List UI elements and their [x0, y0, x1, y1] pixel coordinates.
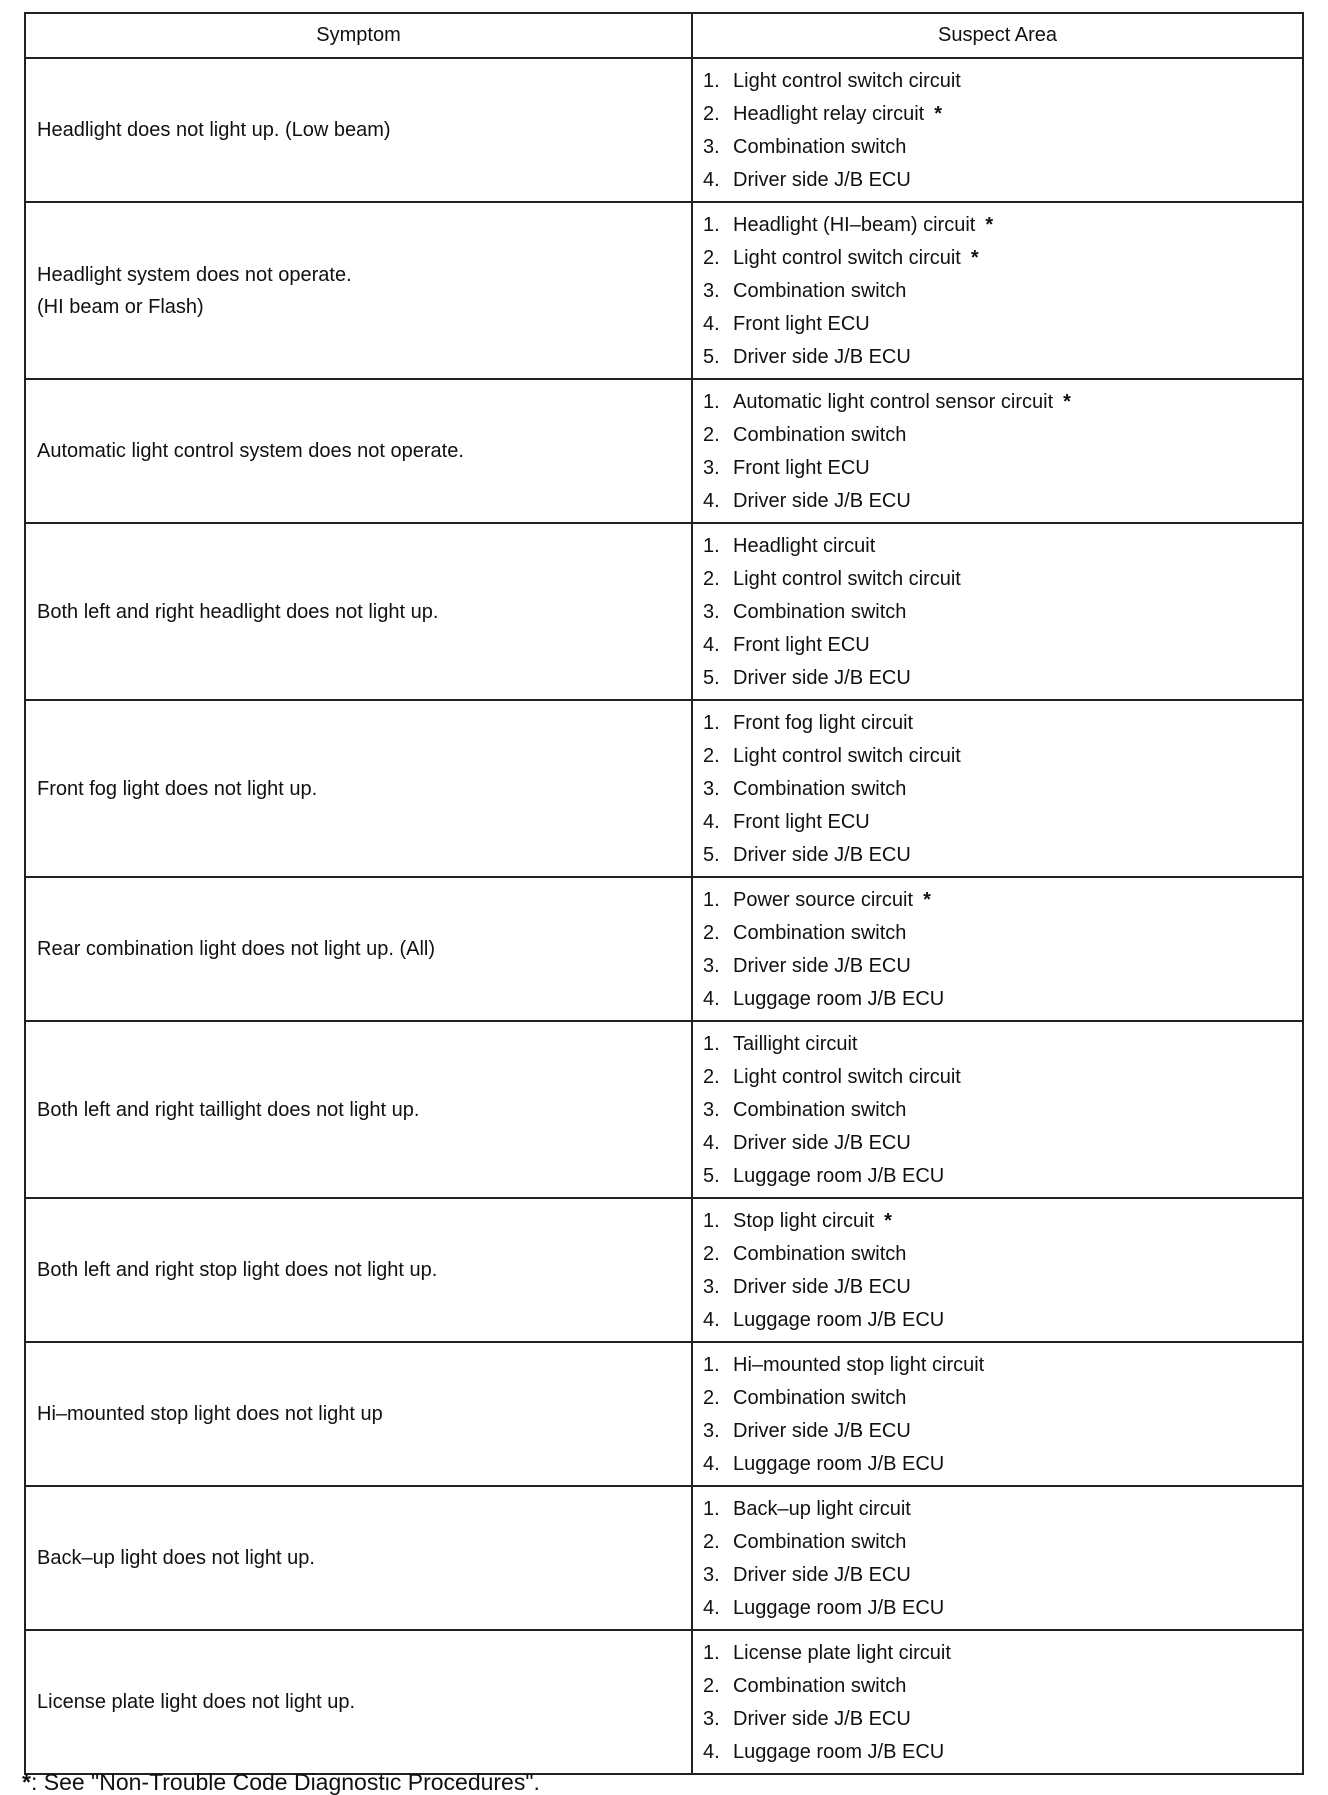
- symptom-cell: [25, 1486, 692, 1630]
- table-header-row: [25, 13, 1303, 58]
- item-number: 5.: [703, 346, 720, 368]
- symptom-table: [24, 12, 1304, 1775]
- symptom-text: Both left and right stop light does not light up.: [37, 1259, 438, 1281]
- list-item: [703, 1736, 1302, 1769]
- list-item: [703, 1559, 1302, 1592]
- item-number: 3.: [703, 1564, 720, 1586]
- item-text: Driver side J/B ECU: [733, 1420, 911, 1442]
- list-item: [703, 275, 1302, 308]
- item-number: 1.: [703, 1642, 720, 1664]
- suspect-area-cell: [692, 1198, 1303, 1342]
- item-text: Driver side J/B ECU: [733, 1564, 911, 1586]
- item-number: 3.: [703, 778, 720, 800]
- suspect-list: [703, 1205, 1302, 1337]
- symptom-text: Back–up light does not light up.: [37, 1547, 315, 1569]
- item-text: Driver side J/B ECU: [733, 1132, 911, 1154]
- list-item: [703, 1526, 1302, 1559]
- suspect-area-cell: [692, 58, 1303, 202]
- suspect-area-cell: [692, 877, 1303, 1021]
- list-item: [703, 773, 1302, 806]
- item-number: 2.: [703, 1387, 720, 1409]
- suspect-list: [703, 1028, 1302, 1193]
- item-text: Combination switch: [733, 136, 907, 158]
- list-item: [703, 386, 1302, 419]
- item-number: 2.: [703, 1531, 720, 1553]
- item-text: Light control switch circuit: [733, 745, 961, 767]
- item-text: Headlight relay circuit: [733, 103, 925, 125]
- list-item: [703, 308, 1302, 341]
- table-row: [25, 1021, 1303, 1198]
- suspect-area-cell: [692, 523, 1303, 700]
- table-row: [25, 877, 1303, 1021]
- item-text: Driver side J/B ECU: [733, 490, 911, 512]
- item-text: Back–up light circuit: [733, 1498, 911, 1520]
- asterisk-note: *: [1063, 391, 1071, 413]
- table-row: [25, 523, 1303, 700]
- list-item: [703, 1028, 1302, 1061]
- list-item: [703, 242, 1302, 275]
- list-item: [703, 983, 1302, 1016]
- item-number: 5.: [703, 844, 720, 866]
- list-item: [703, 1382, 1302, 1415]
- symptom-text: (HI beam or Flash): [37, 295, 204, 318]
- symptom-text: Headlight system does not operate.: [37, 263, 352, 286]
- item-number: 2.: [703, 745, 720, 767]
- list-item: [703, 452, 1302, 485]
- item-text: Combination switch: [733, 601, 907, 623]
- item-text: Driver side J/B ECU: [733, 346, 911, 368]
- suspect-list: [703, 707, 1302, 872]
- item-text: Headlight circuit: [733, 535, 876, 557]
- item-number: 3.: [703, 955, 720, 977]
- symptom-cell: [25, 379, 692, 523]
- list-item: [703, 1160, 1302, 1193]
- item-text: Combination switch: [733, 922, 907, 944]
- item-number: 2.: [703, 1066, 720, 1088]
- list-item: [703, 1127, 1302, 1160]
- symptom-text: License plate light does not light up.: [37, 1691, 355, 1713]
- symptom-text: Automatic light control system does not operate.: [37, 440, 464, 462]
- item-number: 1.: [703, 535, 720, 557]
- item-number: 1.: [703, 712, 720, 734]
- item-number: 1.: [703, 1210, 720, 1232]
- item-text: Driver side J/B ECU: [733, 667, 911, 689]
- list-item: [703, 1448, 1302, 1481]
- item-number: 1.: [703, 214, 720, 236]
- item-number: 2.: [703, 1243, 720, 1265]
- item-number: 4.: [703, 1597, 720, 1619]
- suspect-area-cell: [692, 202, 1303, 379]
- item-number: 4.: [703, 634, 720, 656]
- list-item: [703, 419, 1302, 452]
- asterisk-note: *: [884, 1210, 892, 1232]
- item-number: 1.: [703, 1354, 720, 1376]
- footnote-text: : See "Non-Trouble Code Diagnostic Procedures".: [30, 1769, 540, 1795]
- item-text: Driver side J/B ECU: [733, 169, 911, 191]
- symptom-cell: [25, 700, 692, 877]
- list-item: [703, 164, 1302, 197]
- symptom-text: Both left and right headlight does not light up.: [37, 600, 439, 623]
- item-number: 4.: [703, 1741, 720, 1763]
- suspect-list: [703, 530, 1302, 695]
- list-item: [703, 1349, 1302, 1382]
- item-text: Driver side J/B ECU: [733, 844, 911, 866]
- table-row: [25, 58, 1303, 202]
- item-number: 4.: [703, 811, 720, 833]
- suspect-list: [703, 386, 1302, 518]
- list-item: [703, 629, 1302, 662]
- symptom-cell: [25, 1198, 692, 1342]
- item-number: 2.: [703, 103, 720, 125]
- item-number: 1.: [703, 1033, 720, 1055]
- list-item: [703, 1061, 1302, 1094]
- item-text: License plate light circuit: [733, 1642, 951, 1664]
- item-text: Front light ECU: [733, 457, 870, 479]
- symptom-text: Headlight does not light up. (Low beam): [37, 119, 391, 141]
- symptom-cell: [25, 58, 692, 202]
- list-item: [703, 839, 1302, 872]
- suspect-area-cell: [692, 700, 1303, 877]
- item-number: 3.: [703, 136, 720, 158]
- list-item: [703, 1205, 1302, 1238]
- item-number: 3.: [703, 601, 720, 623]
- list-item: [703, 740, 1302, 773]
- asterisk-note: *: [934, 103, 942, 125]
- footnote-asterisk: *: [22, 1769, 31, 1795]
- item-text: Automatic light control sensor circuit: [733, 391, 1054, 413]
- item-number: 4.: [703, 1132, 720, 1154]
- item-text: Combination switch: [733, 424, 907, 446]
- item-text: Combination switch: [733, 1243, 907, 1265]
- asterisk-note: *: [970, 247, 979, 269]
- item-number: 1.: [703, 1498, 720, 1520]
- item-text: Combination switch: [733, 1675, 907, 1697]
- item-number: 2.: [703, 424, 720, 446]
- item-text: Hi–mounted stop light circuit: [733, 1354, 985, 1376]
- symptom-cell: [25, 1342, 692, 1486]
- item-number: 2.: [703, 568, 720, 590]
- asterisk-note: *: [923, 889, 931, 911]
- item-text: Luggage room J/B ECU: [733, 1741, 945, 1763]
- list-item: [703, 1493, 1302, 1526]
- item-text: Light control switch circuit: [733, 1066, 961, 1088]
- symptom-cell: [25, 1630, 692, 1774]
- item-number: 1.: [703, 391, 720, 413]
- item-number: 5.: [703, 1165, 720, 1187]
- footnote: [22, 1770, 540, 1794]
- symptom-column-header: Symptom: [25, 13, 692, 58]
- item-text: Luggage room J/B ECU: [733, 1597, 945, 1619]
- suspect-list: [703, 1349, 1302, 1481]
- suspect-list: [703, 65, 1302, 197]
- item-text: Driver side J/B ECU: [733, 1708, 911, 1730]
- item-number: 2.: [703, 1675, 720, 1697]
- item-number: 4.: [703, 1309, 720, 1331]
- item-number: 4.: [703, 988, 720, 1010]
- suspect-area-cell: [692, 379, 1303, 523]
- item-text: Combination switch: [733, 778, 907, 800]
- item-text: Taillight circuit: [733, 1033, 858, 1055]
- list-item: [703, 131, 1302, 164]
- list-item: [703, 1271, 1302, 1304]
- list-item: [703, 596, 1302, 629]
- list-item: [703, 1592, 1302, 1625]
- item-number: 3.: [703, 280, 720, 302]
- item-number: 4.: [703, 490, 720, 512]
- symptom-cell: [25, 523, 692, 700]
- suspect-list: [703, 209, 1302, 374]
- item-number: 3.: [703, 1276, 720, 1298]
- item-text: Front light ECU: [733, 634, 870, 656]
- list-item: [703, 662, 1302, 695]
- symptom-cell: [25, 202, 692, 379]
- item-number: 3.: [703, 1420, 720, 1442]
- item-text: Front light ECU: [733, 811, 870, 833]
- item-text: Luggage room J/B ECU: [733, 988, 945, 1010]
- table-row: [25, 1630, 1303, 1774]
- symptom-text: Front fog light does not light up.: [37, 777, 318, 800]
- symptom-text: Hi–mounted stop light does not light up: [37, 1403, 383, 1425]
- item-number: 5.: [703, 667, 720, 689]
- asterisk-note: *: [985, 214, 994, 236]
- item-text: Combination switch: [733, 1099, 907, 1121]
- list-item: [703, 1703, 1302, 1736]
- list-item: [703, 530, 1302, 563]
- item-text: Power source circuit: [733, 889, 914, 911]
- table-body: [25, 58, 1303, 1774]
- symptom-text: Rear combination light does not light up. (All): [37, 938, 435, 960]
- suspect-area-cell: [692, 1342, 1303, 1486]
- suspect-area-column-header: Suspect Area: [692, 13, 1303, 58]
- item-text: Headlight (HI–beam) circuit: [733, 214, 976, 236]
- suspect-area-cell: [692, 1486, 1303, 1630]
- list-item: [703, 884, 1302, 917]
- list-item: [703, 917, 1302, 950]
- item-number: 3.: [703, 457, 720, 479]
- item-text: Stop light circuit: [733, 1210, 875, 1232]
- item-number: 4.: [703, 313, 720, 335]
- list-item: [703, 341, 1302, 374]
- list-item: [703, 1415, 1302, 1448]
- item-text: Driver side J/B ECU: [733, 955, 911, 977]
- list-item: [703, 209, 1302, 242]
- item-number: 1.: [703, 70, 720, 92]
- suspect-area-cell: [692, 1630, 1303, 1774]
- table-row: [25, 700, 1303, 877]
- list-item: [703, 1637, 1302, 1670]
- symptom-cell: [25, 877, 692, 1021]
- item-text: Light control switch circuit: [733, 568, 961, 590]
- table-row: [25, 1198, 1303, 1342]
- item-number: 1.: [703, 889, 720, 911]
- list-item: [703, 1670, 1302, 1703]
- suspect-list: [703, 884, 1302, 1016]
- item-text: Driver side J/B ECU: [733, 1276, 911, 1298]
- item-text: Front light ECU: [733, 313, 870, 335]
- list-item: [703, 1304, 1302, 1337]
- item-text: Light control switch circuit: [733, 247, 961, 269]
- item-number: 4.: [703, 169, 720, 191]
- table-row: [25, 202, 1303, 379]
- list-item: [703, 485, 1302, 518]
- table-row: [25, 379, 1303, 523]
- item-text: Combination switch: [733, 1387, 907, 1409]
- item-text: Combination switch: [733, 280, 907, 302]
- item-text: Luggage room J/B ECU: [733, 1165, 945, 1187]
- item-number: 2.: [703, 922, 720, 944]
- list-item: [703, 950, 1302, 983]
- list-item: [703, 707, 1302, 740]
- list-item: [703, 1238, 1302, 1271]
- list-item: [703, 65, 1302, 98]
- list-item: [703, 98, 1302, 131]
- suspect-list: [703, 1637, 1302, 1769]
- list-item: [703, 563, 1302, 596]
- table-row: [25, 1342, 1303, 1486]
- item-number: 2.: [703, 247, 720, 269]
- symptom-cell: [25, 1021, 692, 1198]
- item-text: Front fog light circuit: [733, 712, 914, 734]
- list-item: [703, 1094, 1302, 1127]
- item-text: Luggage room J/B ECU: [733, 1453, 945, 1475]
- item-number: 3.: [703, 1099, 720, 1121]
- item-number: 3.: [703, 1708, 720, 1730]
- item-number: 4.: [703, 1453, 720, 1475]
- list-item: [703, 806, 1302, 839]
- item-text: Light control switch circuit: [733, 70, 961, 92]
- item-text: Luggage room J/B ECU: [733, 1309, 945, 1331]
- table-row: [25, 1486, 1303, 1630]
- symptom-text: Both left and right taillight does not light up.: [37, 1098, 420, 1121]
- suspect-area-cell: [692, 1021, 1303, 1198]
- item-text: Combination switch: [733, 1531, 907, 1553]
- suspect-list: [703, 1493, 1302, 1625]
